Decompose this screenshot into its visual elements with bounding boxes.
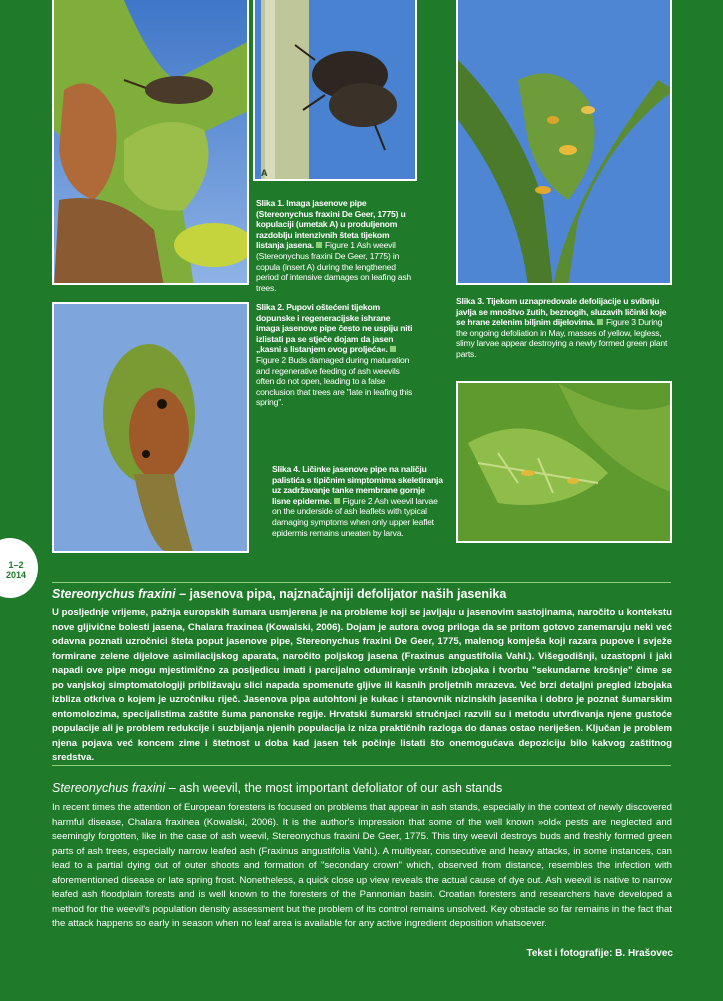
body-text-en: In recent times the attention of European foresters is focused on problems that appear in ash stands, especially in the context of newly discovered harmful disease, Chalara fraxinea (Kowalski, 2006). It is the author's impression that some of the well known »old« pests are neglected and seemingly forgotten, like in the case of ash weevil, Stereonychus fraxini De Geer, 1775. This tiny weevil destroys buds and freshly formed green parts of ash trees, especially narrow leafed ash (Fraxinus angustifolia Vahl.). A multiyear, consecutive and heavy attacks, in some instances, can lead to a partial dying out of outer shoots and formation of "secondary crown" which, observed from distance, resembles the infection with aforementioned disease or late spring frost. Nonetheless, a quick close up view reveals the actual cause of dye out. Ash weevil is native to narrow leafed ash floodplain forests and is well known to the foresters of the Pannonian basin. Croatian foresters and researchers have developed a method for the weevil's population density assessment but the problem of its control remains unsolved. Key obstacle so far remains in the fact that the attack happens so early in season when no leaf area is available for any active ingredient deposition whatsoever.	[52, 802, 672, 929]
issue-number: 1–2	[8, 560, 24, 570]
caption-figure-2	[256, 302, 416, 408]
photo-weevil-on-bud	[52, 0, 249, 285]
section-divider	[52, 582, 671, 583]
caption-figure-4-hr: Slika 4. Ličinke jasenove pipe na naličju palistića s tipičnim simptomima skeletiranja uz zadržavanje tanke membrane gornje lisne epiderme.	[272, 464, 443, 506]
caption-figure-1-en: Figure 1 Ash weevil (Stereonychus fraxini De Geer, 1775) in copula (insert A) during the lengthened period of intensive damages on leafing ash trees.	[256, 240, 411, 293]
caption-figure-1-hr: Slika 1. Imaga jasenove pipe (Stereonychus fraxini De Geer, 1775) u kopulaciji (umetak A) u produljenom razdoblju intenzivnih šteta tijekom listanja jasena.	[256, 198, 406, 251]
issue-badge-text	[2, 560, 30, 580]
bullet-square-icon	[597, 319, 603, 325]
bullet-square-icon	[390, 346, 396, 352]
photo-skeletonized-leaves	[456, 381, 672, 543]
photo-weevils-in-copula	[253, 0, 417, 181]
section-title-en: Stereonychus fraxini – ash weevil, the most important defoliator of our ash stands	[52, 781, 503, 795]
bullet-square-icon	[316, 242, 322, 248]
caption-figure-2-hr: Slika 2. Pupovi oštećeni tijekom dopunske i regeneracijske ishrane imaga jasenove pipe često ne uspiju niti izlistati pa se stječe dojam da jasen „kasni s listanjem ovog proljeća«.	[256, 302, 413, 355]
photo-damaged-bud	[52, 302, 249, 553]
caption-figure-4-en: Figure 2 Ash weevil larvae on the underside of ash leaflets with typical damaging symptoms when only upper leaflet epidermis remains uneaten by larva.	[272, 495, 438, 538]
issue-year: 2014	[5, 570, 27, 580]
caption-figure-2-en: Figure 2 Buds damaged during maturation and regenerative feeding of ash weevils often do not open, leading to a false conclusion that trees are "late in leafing this spring".	[256, 354, 413, 408]
section-title-hr: Stereonychus fraxini – jasenova pipa, najznačajniji defolijator naših jasenika	[52, 587, 507, 601]
caption-figure-3-en: Figure 3 During the ongoing defoliation in May, masses of yellow, legless, slimy larvae appear destroying a newly formed green plant parts.	[456, 317, 668, 359]
credit-line: Tekst i fotografije: B. Hrašovec	[526, 948, 673, 959]
caption-figure-1	[256, 198, 416, 293]
caption-figure-3-hr: Slika 3. Tijekom uznapredovale defolijacije u svibnju javlja se mnoštvo žutih, beznogih, sluzavih ličinki koje se hrane zelenim biljnim dijelovima.	[456, 296, 667, 328]
photo-larvae-on-shoot	[456, 0, 672, 285]
bullet-square-icon	[334, 498, 340, 504]
section-divider	[52, 765, 671, 766]
species-name: Stereonychus fraxini	[52, 587, 176, 601]
caption-figure-3	[456, 296, 672, 360]
photo-inset-label: A	[261, 168, 268, 178]
caption-figure-4	[272, 464, 444, 538]
body-text-hr: U posljednje vrijeme, pažnja europskih šumara usmjerena je na probleme koji se javljaju u jasenovim sastojinama, naročito u kontekstu nove gljivične bolesti jasena, Chalara fraxinea (Kowalski, 2006). Dojam je autora ovog priloga da se pritom gotovo zanemaruju neki već odavna poznati uzročnici šteta poput jasenove pipe, Stereonychus fraxini De Geer, 1775, malenog komješa koji razara pupove i svježe formirane zelene dijelove asimilacijskog aparata, naročito poljskog jasena (Fraxinus angustifolia Vahl.). Višegodišnji, uzastopni i jaki napadi ove pipe mogu mjestimično za posljedicu imati i parcijalno odumiranje vršnih izbojaka i tvorbu "sekundarne krošnje" čime se po vanjskoj simptomatologiji približavaju slici napada spomenute gljive ili kasnih proljetnih mrazeva. Već brzi detaljni pregled izbojaka izbliza otkriva o kojem je uzročniku riječ. Jasenova pipa autohtoni je kukac i stanovnik nizinskih jasenika i dobro je poznat šumarskim entomolozima, specijalistima zaštite šuma panonske regije. Hrvatski šumarski stručnjaci razvili su i metodu utvrđivanja njene gustoće populacije ali je problem redukcije i suzbijanja njenih populacija iz niza praktičnih razloga do danas ostao neriješen. Ključan je problem njena pojava već koncem zime i štetnost u doba kad jasen tek počinje listati što onemogućava depoziciju bilo kakvog zaštitnog sredstva.	[52, 607, 672, 763]
species-name: Stereonychus fraxini	[52, 781, 166, 795]
